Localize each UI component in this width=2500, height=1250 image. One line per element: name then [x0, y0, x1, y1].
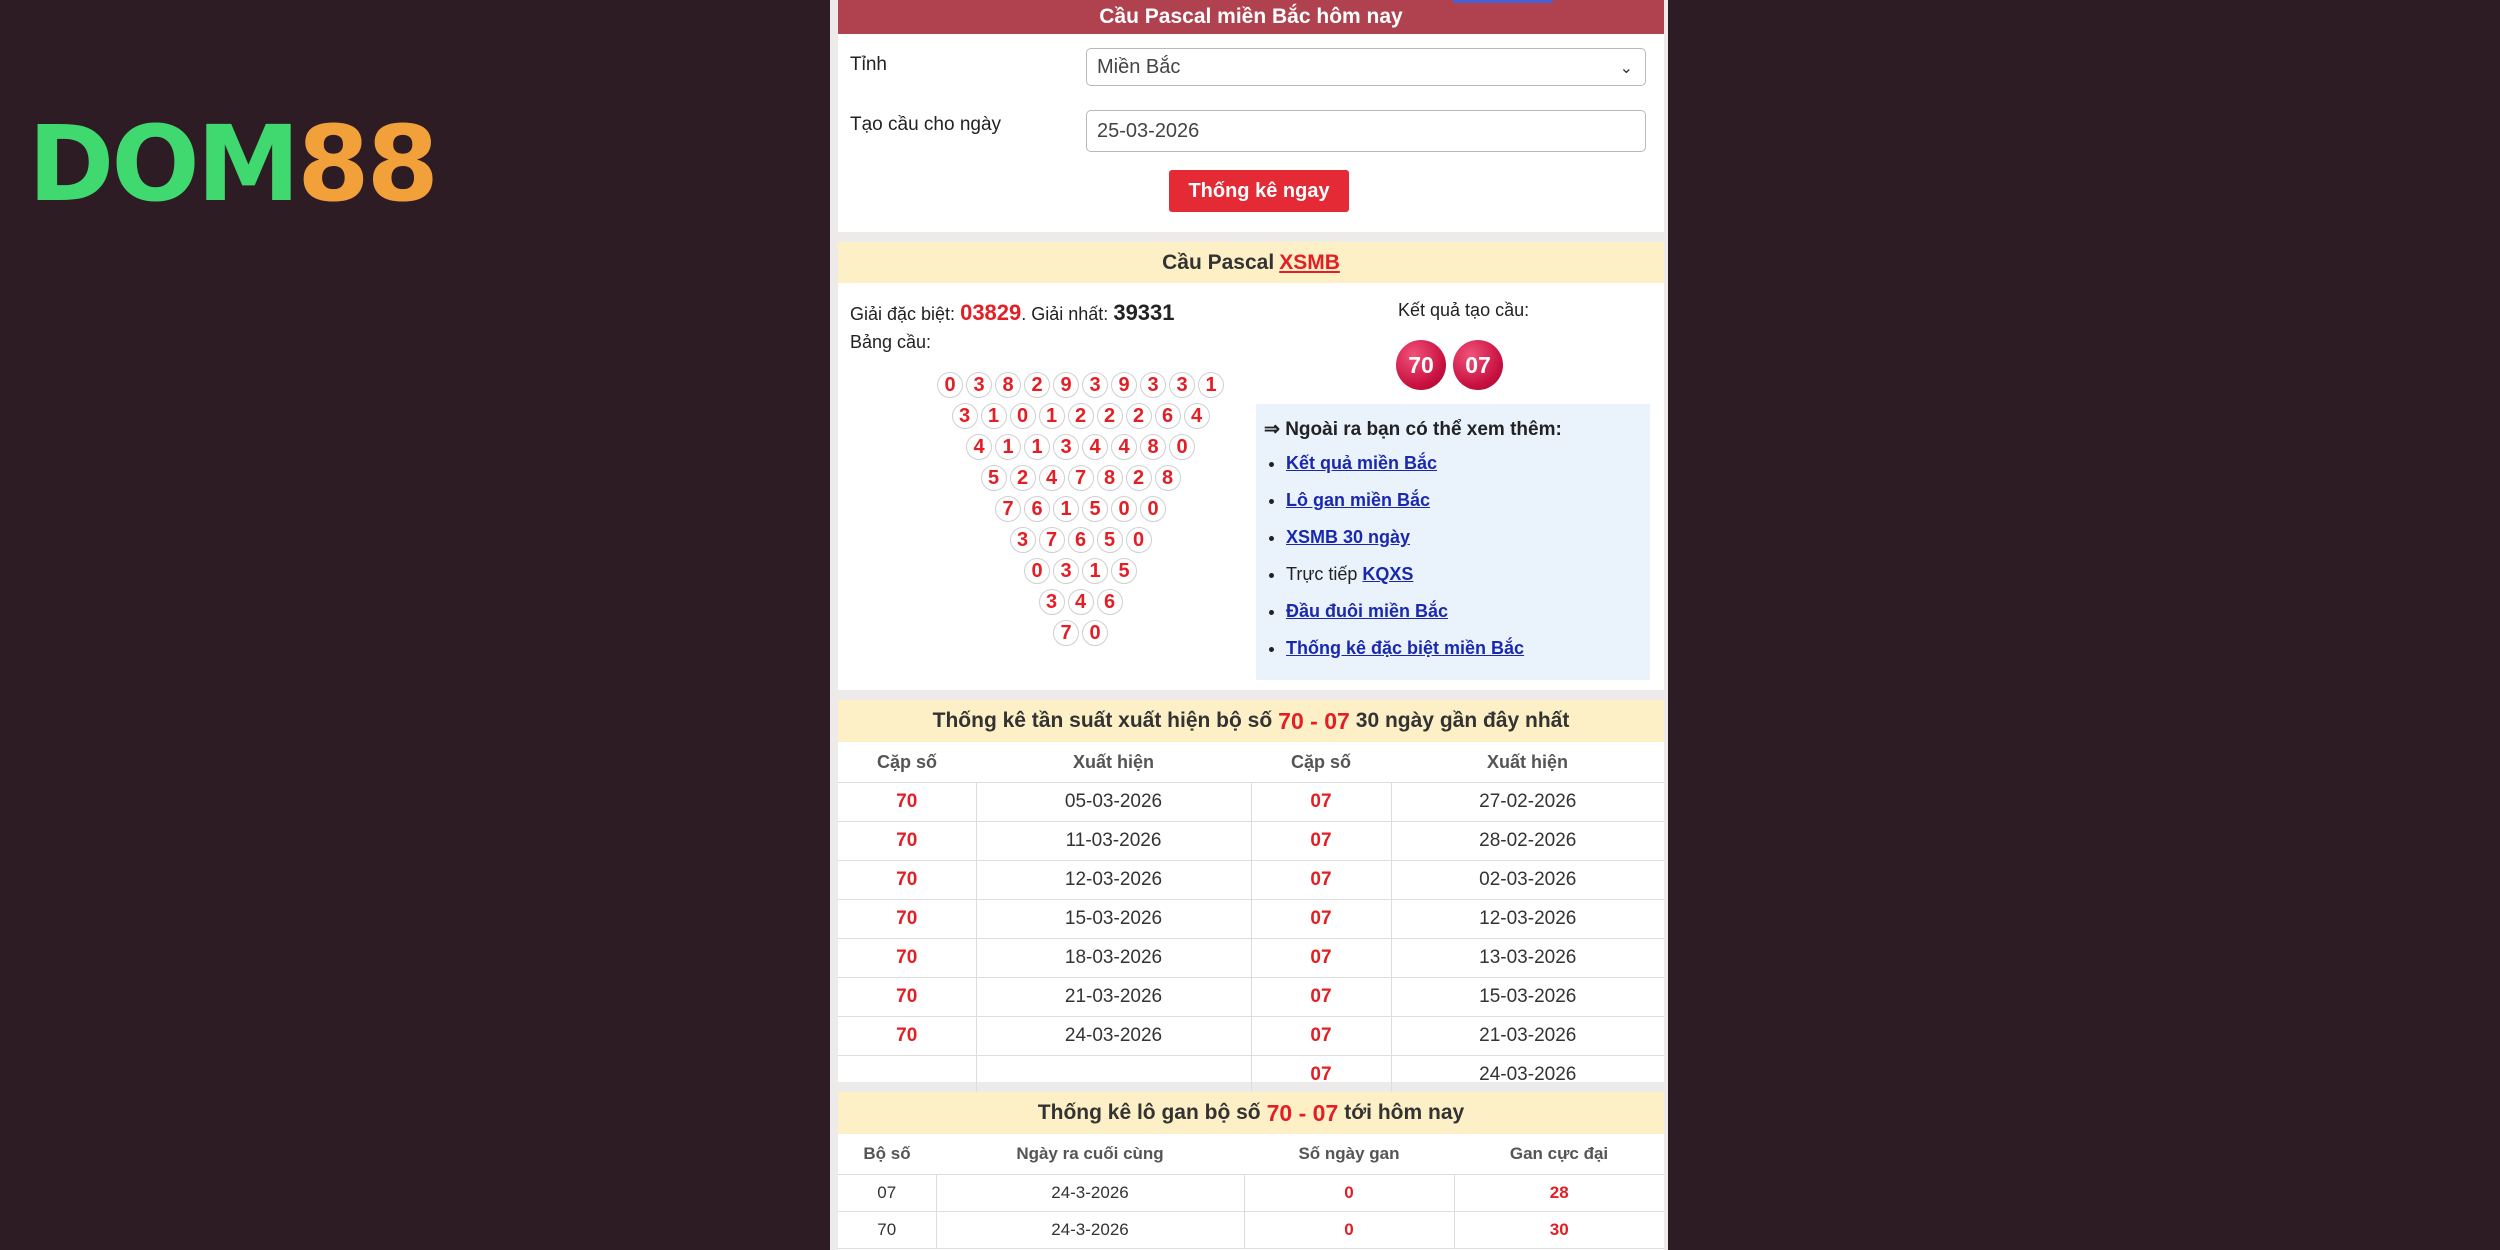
pair-cell: 70 [838, 1017, 976, 1056]
triangle-digit: 4 [1082, 434, 1108, 460]
frequency-card [838, 700, 1664, 1085]
frequency-title: Thống kê tần suất xuất hiện bộ số 70 - 07 30 ngày gần đây nhất [838, 700, 1664, 742]
link-dau-duoi-mien-bac[interactable]: Đầu đuôi miền Bắc [1286, 601, 1449, 621]
table-row [838, 822, 1664, 861]
board-label: Bảng cầu: [850, 332, 932, 352]
triangle-digit: 3 [1053, 558, 1079, 584]
triangle-digit: 8 [1155, 465, 1181, 491]
triangle-digit: 8 [995, 372, 1021, 398]
pair-cell: 70 [838, 900, 976, 939]
triangle-digit: 1 [995, 434, 1021, 460]
column-header: Bộ số [838, 1134, 936, 1175]
pair-highlight: 70 - 07 [1266, 1099, 1339, 1126]
gan-days-cell: 0 [1244, 1212, 1454, 1249]
triangle-digit: 5 [1082, 496, 1108, 522]
triangle-digit: 4 [966, 434, 992, 460]
date-cell: 18-03-2026 [976, 939, 1251, 978]
triangle-digit: 3 [1053, 434, 1079, 460]
pair-cell: 07 [1251, 822, 1391, 861]
date-cell: 24-03-2026 [976, 1017, 1251, 1056]
triangle-digit: 7 [1068, 465, 1094, 491]
triangle-digit: 5 [1111, 558, 1137, 584]
triangle-digit: 1 [1053, 496, 1079, 522]
link-xsmb-30-ngay[interactable]: XSMB 30 ngày [1286, 527, 1411, 547]
pascal-title [838, 242, 1664, 283]
triangle-digit: 4 [1111, 434, 1137, 460]
triangle-digit: 2 [1126, 403, 1152, 429]
pair-cell: 07 [1251, 1056, 1391, 1095]
triangle-digit: 2 [1024, 372, 1050, 398]
list-item [1286, 596, 1524, 633]
chevron-down-icon: ⌄ [1619, 60, 1633, 77]
lo-gan-title: Thống kê lô gan bộ số 70 - 07 tới hôm nay [838, 1092, 1664, 1134]
date-cell: 15-03-2026 [976, 900, 1251, 939]
link-lo-gan-mien-bac[interactable]: Lô gan miền Bắc [1286, 490, 1431, 510]
max-gan-cell: 28 [1454, 1175, 1664, 1212]
triangle-digit: 2 [1126, 465, 1152, 491]
pair-cell: 70 [838, 978, 976, 1017]
triangle-digit: 1 [981, 403, 1007, 429]
date-cell: 15-03-2026 [1391, 978, 1664, 1017]
pair-cell: 70 [838, 861, 976, 900]
list-item [1286, 522, 1524, 559]
table-row [838, 1056, 1664, 1095]
date-cell: 12-03-2026 [1391, 900, 1664, 939]
first-prize-label: . Giải nhất: [1021, 304, 1109, 324]
triangle-digit: 7 [995, 496, 1021, 522]
triangle-digit: 4 [1068, 589, 1094, 615]
table-row [838, 900, 1664, 939]
triangle-digit: 1 [1082, 558, 1108, 584]
triangle-digit: 4 [1039, 465, 1065, 491]
triangle-digit: 3 [1169, 372, 1195, 398]
pascal-result-card [838, 242, 1664, 690]
triangle-digit: 7 [1053, 620, 1079, 646]
statistics-button[interactable]: Thống kê ngay [1169, 170, 1349, 212]
date-cell: 11-03-2026 [976, 822, 1251, 861]
date-cell: 12-03-2026 [976, 861, 1251, 900]
triangle-digit: 9 [1111, 372, 1137, 398]
pair-cell: 07 [1251, 1017, 1391, 1056]
triangle-digit: 9 [1053, 372, 1079, 398]
special-prize-value: 03829 [960, 300, 1022, 325]
pair-cell: 07 [1251, 939, 1391, 978]
triangle-digit: 3 [966, 372, 992, 398]
triangle-digit: 8 [1140, 434, 1166, 460]
triangle-digit: 1 [1039, 403, 1065, 429]
date-cell: 21-03-2026 [1391, 1017, 1664, 1056]
triangle-digit: 2 [1068, 403, 1094, 429]
special-prize-label: Giải đặc biệt: [850, 304, 956, 324]
triangle-digit: 6 [1097, 589, 1123, 615]
date-cell: 21-03-2026 [976, 978, 1251, 1017]
column-header: Xuất hiện [1391, 742, 1664, 783]
logo-text-88: 88 [297, 103, 436, 225]
pair-highlight: 70 - 07 [1278, 707, 1350, 734]
pair-cell: 70 [838, 1212, 936, 1249]
link-kqxs[interactable]: KQXS [1362, 564, 1414, 584]
triangle-digit: 1 [1024, 434, 1050, 460]
date-input-value: 25-03-2026 [1097, 119, 1200, 142]
triangle-digit: 2 [1097, 403, 1123, 429]
see-more-list [1256, 448, 1524, 670]
prize-line [850, 300, 1175, 326]
date-cell: 13-03-2026 [1391, 939, 1664, 978]
max-gan-cell: 30 [1454, 1212, 1664, 1249]
pair-cell: 07 [1251, 861, 1391, 900]
pair-cell: 70 [838, 783, 976, 822]
column-header: Gan cực đại [1454, 1134, 1664, 1175]
pair-cell: 07 [838, 1175, 936, 1212]
column-header: Cặp số [838, 742, 976, 783]
link-ket-qua-mien-bac[interactable]: Kết quả miền Bắc [1286, 453, 1438, 473]
triangle-digit: 3 [1140, 372, 1166, 398]
pascal-form-card [838, 0, 1664, 232]
last-date-cell: 24-3-2026 [936, 1212, 1244, 1249]
date-cell: 24-03-2026 [1391, 1056, 1664, 1095]
pair-cell: 70 [838, 939, 976, 978]
lo-gan-card [838, 1092, 1664, 1250]
date-cell: 28-02-2026 [1391, 822, 1664, 861]
province-select-value: Miền Bắc [1097, 55, 1181, 78]
triangle-digit: 5 [1097, 527, 1123, 553]
table-header-row [838, 742, 1664, 783]
triangle-digit: 3 [1010, 527, 1036, 553]
date-label: Tạo cầu cho ngày [850, 114, 1002, 135]
dom88-logo [28, 103, 436, 225]
list-item [1286, 633, 1524, 670]
table-header-row [838, 1134, 1664, 1175]
triangle-digit: 0 [1024, 558, 1050, 584]
triangle-digit: 6 [1155, 403, 1181, 429]
date-cell: 02-03-2026 [1391, 861, 1664, 900]
see-more-title: ⇒ Ngoài ra bạn có thể xem thêm: [1264, 419, 1562, 440]
result-ball: 07 [1453, 340, 1503, 390]
column-header: Cặp số [1251, 742, 1391, 783]
table-row [838, 939, 1664, 978]
date-input[interactable] [1086, 110, 1646, 152]
see-more-box [1256, 404, 1650, 680]
result-ball: 70 [1396, 340, 1446, 390]
triangle-digit: 0 [1126, 527, 1152, 553]
date-cell [976, 1056, 1251, 1095]
table-row [838, 1175, 1664, 1212]
table-row [838, 978, 1664, 1017]
triangle-digit: 3 [1082, 372, 1108, 398]
pair-cell [838, 1056, 976, 1095]
triangle-digit: 5 [981, 465, 1007, 491]
pascal-title-text: Cầu Pascal [1162, 250, 1275, 274]
result-label: Kết quả tạo cầu: [1398, 300, 1530, 320]
last-date-cell: 24-3-2026 [936, 1175, 1244, 1212]
column-header: Số ngày gan [1244, 1134, 1454, 1175]
table-row [838, 861, 1664, 900]
date-cell: 27-02-2026 [1391, 783, 1664, 822]
lo-gan-table [838, 1134, 1664, 1249]
active-tab-indicator [1453, 0, 1553, 3]
triangle-digit: 2 [1010, 465, 1036, 491]
table-row [838, 783, 1664, 822]
list-item [1286, 485, 1524, 522]
triangle-digit: 1 [1198, 372, 1224, 398]
xsmb-link[interactable]: XSMB [1279, 250, 1340, 274]
province-label: Tỉnh [850, 54, 887, 75]
frequency-table [838, 742, 1664, 1095]
pair-cell: 07 [1251, 900, 1391, 939]
main-panel [830, 0, 1668, 1250]
triangle-digit: 8 [1097, 465, 1123, 491]
gan-days-cell: 0 [1244, 1175, 1454, 1212]
table-row [838, 1212, 1664, 1249]
column-header: Ngày ra cuối cùng [936, 1134, 1244, 1175]
triangle-digit: 0 [1140, 496, 1166, 522]
form-title: Cầu Pascal miền Bắc hôm nay [838, 0, 1664, 34]
date-cell: 05-03-2026 [976, 783, 1251, 822]
triangle-digit: 6 [1068, 527, 1094, 553]
link-thong-ke-dac-biet[interactable]: Thống kê đặc biệt miền Bắc [1286, 638, 1525, 658]
pair-cell: 07 [1251, 783, 1391, 822]
table-row [838, 1017, 1664, 1056]
triangle-digit: 3 [1039, 589, 1065, 615]
logo-text-dom: DOM [28, 103, 298, 225]
list-item [1286, 448, 1524, 485]
triangle-digit: 0 [1010, 403, 1036, 429]
province-select[interactable] [1086, 48, 1646, 86]
triangle-digit: 6 [1024, 496, 1050, 522]
first-prize-value: 39331 [1113, 300, 1175, 325]
triangle-digit: 0 [1111, 496, 1137, 522]
triangle-digit: 4 [1184, 403, 1210, 429]
list-item: • Trực tiếp KQXS [1286, 559, 1524, 596]
triangle-digit: 0 [937, 372, 963, 398]
pair-cell: 70 [838, 822, 976, 861]
column-header: Xuất hiện [976, 742, 1251, 783]
triangle-digit: 0 [1169, 434, 1195, 460]
triangle-digit: 7 [1039, 527, 1065, 553]
triangle-digit: 0 [1082, 620, 1108, 646]
pair-cell: 07 [1251, 978, 1391, 1017]
triangle-digit: 3 [952, 403, 978, 429]
